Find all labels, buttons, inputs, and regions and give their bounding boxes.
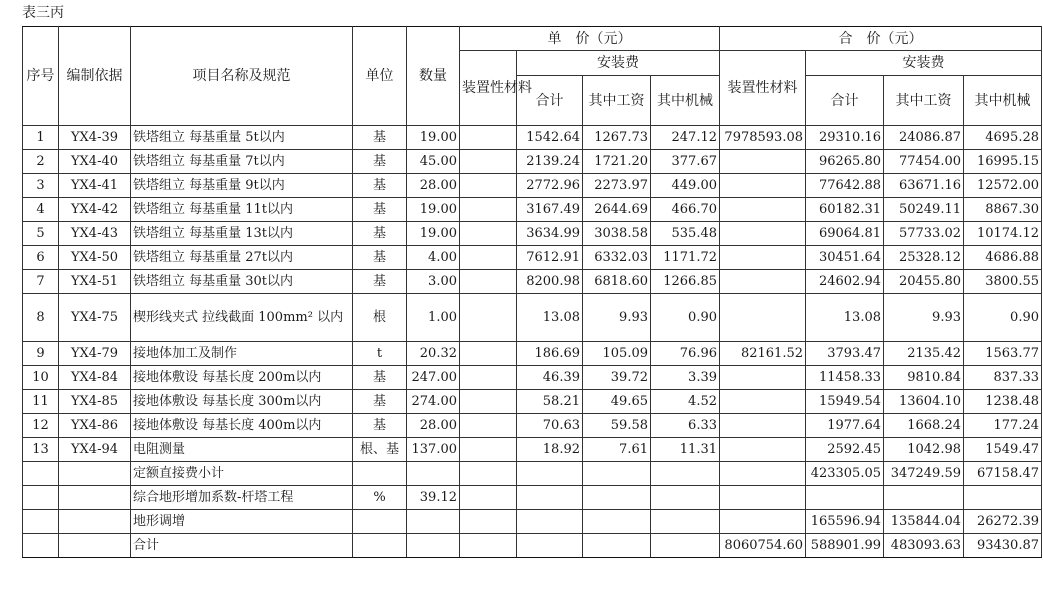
cell-unit-labor: 2273.97 [583,174,651,198]
cell-seq: 5 [23,222,59,246]
cell-unit: 基 [353,414,407,438]
cell-unit: 根 [353,294,407,342]
cell-total-labor: 9.93 [884,294,964,342]
cell-basis: YX4-75 [59,294,131,342]
cell-total-subtotal: 77642.88 [806,174,884,198]
cell-unit-labor: 2644.69 [583,198,651,222]
cell-unit-subtotal: 7612.91 [517,246,583,270]
header-unit-labor: 其中工资 [583,76,651,126]
cell-item: 铁塔组立 每基重量 9t以内 [131,174,353,198]
cell-total-labor: 57733.02 [884,222,964,246]
cell-total-material [720,390,806,414]
cell-total-machine: 10174.12 [964,222,1042,246]
cell-qty: 3.00 [407,270,460,294]
cell-total-machine: 8867.30 [964,198,1042,222]
cell-unit-subtotal: 8200.98 [517,270,583,294]
cell-item: 接地体敷设 每基长度 300m以内 [131,390,353,414]
cell-unit-machine: 6.33 [651,414,720,438]
cell-unit: 基 [353,174,407,198]
cell-unit-labor: 1721.20 [583,150,651,174]
cell-unit-machine: 466.70 [651,198,720,222]
cell-basis: YX4-79 [59,342,131,366]
cell-unit: 基 [353,270,407,294]
cell-unit-subtotal: 3634.99 [517,222,583,246]
cell-basis [59,510,131,534]
cell-unit-labor: 9.93 [583,294,651,342]
cell-unit-subtotal: 46.39 [517,366,583,390]
header-item: 项目名称及规范 [131,27,353,126]
cell-qty: 28.00 [407,174,460,198]
table-row [23,390,1042,414]
cell-unit-material [460,510,517,534]
cell-basis: YX4-43 [59,222,131,246]
cell-item: 铁塔组立 每基重量 27t以内 [131,246,353,270]
cell-unit-machine: 4.52 [651,390,720,414]
cell-item: 铁塔组立 每基重量 11t以内 [131,198,353,222]
cell-qty: 274.00 [407,390,460,414]
cell-total-labor: 24086.87 [884,126,964,150]
cell-total-machine: 3800.55 [964,270,1042,294]
cell-seq: 7 [23,270,59,294]
cell-total-subtotal: 29310.16 [806,126,884,150]
cell-unit-subtotal: 70.63 [517,414,583,438]
cell-unit-subtotal [517,462,583,486]
cell-total-labor: 483093.63 [884,534,964,558]
table-row [23,414,1042,438]
cell-item: 楔形线夹式 拉线截面 100mm² 以内 [131,294,353,342]
cell-unit-material [460,222,517,246]
cell-unit-machine: 11.31 [651,438,720,462]
cell-total-material [720,462,806,486]
cell-total-machine: 1563.77 [964,342,1042,366]
cell-unit-subtotal: 1542.64 [517,126,583,150]
cell-unit-material [460,534,517,558]
cell-seq: 10 [23,366,59,390]
table-row [23,342,1042,366]
header-unit-price: 单 价（元） [460,27,720,51]
table-row [23,366,1042,390]
cell-qty [407,462,460,486]
cell-total-subtotal: 15949.54 [806,390,884,414]
cell-unit-machine: 76.96 [651,342,720,366]
cell-total-labor [884,486,964,510]
cell-item: 地形调增 [131,510,353,534]
cell-qty: 19.00 [407,126,460,150]
cell-item: 接地体敷设 每基长度 200m以内 [131,366,353,390]
cell-seq: 12 [23,414,59,438]
cell-unit-material [460,366,517,390]
cell-unit: 基 [353,390,407,414]
cell-qty [407,534,460,558]
cell-unit: 基 [353,198,407,222]
cell-unit-material [460,198,517,222]
cell-unit-subtotal [517,486,583,510]
cell-unit-labor: 7.61 [583,438,651,462]
cell-total-material [720,510,806,534]
cell-total-machine: 16995.15 [964,150,1042,174]
cell-unit: % [353,486,407,510]
cell-unit-material [460,462,517,486]
cell-total-subtotal: 60182.31 [806,198,884,222]
table-row [23,126,1042,150]
cell-basis: YX4-51 [59,270,131,294]
cell-total-material [720,222,806,246]
header-unit-subtotal: 合计 [517,76,583,126]
cell-item: 铁塔组立 每基重量 5t以内 [131,126,353,150]
cell-seq: 11 [23,390,59,414]
cell-unit-labor [583,534,651,558]
cell-total-machine: 12572.00 [964,174,1042,198]
cell-total-material [720,246,806,270]
cell-unit: 基 [353,222,407,246]
cell-total-machine [964,486,1042,510]
cell-unit-subtotal: 58.21 [517,390,583,414]
cell-unit-labor [583,462,651,486]
cell-unit: 基 [353,126,407,150]
cell-total-labor: 135844.04 [884,510,964,534]
cell-total-material [720,438,806,462]
cell-item: 合计 [131,534,353,558]
header-basis: 编制依据 [59,27,131,126]
cell-unit-machine: 1266.85 [651,270,720,294]
cell-unit: 基 [353,366,407,390]
cell-item: 定额直接费小计 [131,462,353,486]
cell-qty: 4.00 [407,246,460,270]
cell-seq [23,486,59,510]
header-total-subtotal: 合计 [806,76,884,126]
cell-total-subtotal: 1977.64 [806,414,884,438]
table-row [23,198,1042,222]
cell-unit-labor: 6818.60 [583,270,651,294]
table-row [23,150,1042,174]
cell-qty: 1.00 [407,294,460,342]
cell-unit-material [460,342,517,366]
cell-seq: 9 [23,342,59,366]
table-row [23,222,1042,246]
cell-unit-labor: 6332.03 [583,246,651,270]
table-row [23,486,1042,510]
cell-unit-labor: 59.58 [583,414,651,438]
cell-seq: 3 [23,174,59,198]
table-row [23,294,1042,342]
cell-unit-material [460,150,517,174]
cell-total-machine: 0.90 [964,294,1042,342]
quota-table [22,26,1042,558]
cell-unit-subtotal: 3167.49 [517,198,583,222]
cell-seq: 8 [23,294,59,342]
cell-total-labor: 50249.11 [884,198,964,222]
cell-unit-material [460,438,517,462]
cell-qty: 137.00 [407,438,460,462]
cell-qty: 19.00 [407,198,460,222]
cell-unit-material [460,414,517,438]
cell-total-labor: 2135.42 [884,342,964,366]
header-unit-device-material: 装置性材料 [460,51,517,126]
cell-item: 接地体敷设 每基长度 400m以内 [131,414,353,438]
cell-total-subtotal: 11458.33 [806,366,884,390]
cell-seq: 6 [23,246,59,270]
cell-unit-subtotal [517,534,583,558]
header-seq: 序号 [23,27,59,126]
cell-unit-labor: 105.09 [583,342,651,366]
header-total-price: 合 价（元） [720,27,1042,51]
cell-total-material [720,294,806,342]
cell-unit-material [460,246,517,270]
table-row [23,246,1042,270]
cell-seq [23,510,59,534]
cell-total-subtotal: 423305.05 [806,462,884,486]
cell-total-material [720,414,806,438]
cell-basis: YX4-42 [59,198,131,222]
cell-total-machine: 93430.87 [964,534,1042,558]
cell-total-machine: 4686.88 [964,246,1042,270]
cell-qty: 28.00 [407,414,460,438]
cell-total-subtotal: 96265.80 [806,150,884,174]
cell-total-material [720,198,806,222]
cell-unit [353,462,407,486]
cell-seq [23,462,59,486]
cell-unit: 根、基 [353,438,407,462]
cell-total-labor: 347249.59 [884,462,964,486]
cell-total-subtotal [806,486,884,510]
cell-total-machine: 26272.39 [964,510,1042,534]
cell-total-subtotal: 13.08 [806,294,884,342]
cell-total-machine: 177.24 [964,414,1042,438]
cell-basis: YX4-85 [59,390,131,414]
cell-unit: t [353,342,407,366]
cell-unit-subtotal [517,510,583,534]
cell-seq: 2 [23,150,59,174]
table-row [23,534,1042,558]
cell-total-material [720,270,806,294]
cell-total-labor: 77454.00 [884,150,964,174]
cell-total-subtotal: 30451.64 [806,246,884,270]
cell-total-machine: 1238.48 [964,390,1042,414]
cell-unit-material [460,294,517,342]
cell-total-machine: 1549.47 [964,438,1042,462]
cell-qty: 45.00 [407,150,460,174]
cell-item: 接地体加工及制作 [131,342,353,366]
header-total-device-material: 装置性材料 [720,51,806,126]
cell-seq [23,534,59,558]
cell-seq: 13 [23,438,59,462]
cell-unit-material [460,390,517,414]
table-row [23,174,1042,198]
cell-total-machine: 4695.28 [964,126,1042,150]
cell-total-labor: 63671.16 [884,174,964,198]
cell-basis: YX4-84 [59,366,131,390]
cell-unit-machine [651,510,720,534]
cell-unit-labor: 39.72 [583,366,651,390]
header-unit-install-fee: 安装费 [517,51,720,76]
cell-qty: 247.00 [407,366,460,390]
cell-basis: YX4-41 [59,174,131,198]
cell-total-labor: 1042.98 [884,438,964,462]
cell-total-machine: 67158.47 [964,462,1042,486]
cell-unit-machine [651,462,720,486]
cell-total-subtotal: 3793.47 [806,342,884,366]
cell-unit-material [460,270,517,294]
header-total-labor: 其中工资 [884,76,964,126]
cell-basis: YX4-50 [59,246,131,270]
cell-unit-machine: 377.67 [651,150,720,174]
cell-qty: 39.12 [407,486,460,510]
cell-basis [59,534,131,558]
cell-total-machine: 837.33 [964,366,1042,390]
header-qty: 数量 [407,27,460,126]
cell-total-labor: 9810.84 [884,366,964,390]
cell-item: 铁塔组立 每基重量 7t以内 [131,150,353,174]
cell-total-subtotal: 69064.81 [806,222,884,246]
table-row [23,462,1042,486]
table-row [23,510,1042,534]
header-unit: 单位 [353,27,407,126]
cell-unit-material [460,126,517,150]
cell-unit-subtotal: 2139.24 [517,150,583,174]
header-row-1 [23,27,1042,51]
cell-unit-labor: 3038.58 [583,222,651,246]
cell-unit-machine: 247.12 [651,126,720,150]
table-caption: 表三丙 [22,5,64,21]
cell-total-labor: 25328.12 [884,246,964,270]
cell-item: 电阻测量 [131,438,353,462]
cell-total-subtotal: 2592.45 [806,438,884,462]
cell-unit-labor: 49.65 [583,390,651,414]
cell-unit-subtotal: 18.92 [517,438,583,462]
cell-total-material [720,150,806,174]
table-row [23,438,1042,462]
header-total-install-fee: 安装费 [806,51,1042,76]
cell-total-subtotal: 588901.99 [806,534,884,558]
cell-total-labor: 20455.80 [884,270,964,294]
cell-unit-subtotal: 2772.96 [517,174,583,198]
cell-unit-subtotal: 186.69 [517,342,583,366]
cell-unit-machine [651,534,720,558]
cell-unit-labor [583,510,651,534]
cell-basis [59,462,131,486]
cell-basis: YX4-94 [59,438,131,462]
cell-item: 铁塔组立 每基重量 13t以内 [131,222,353,246]
cell-qty [407,510,460,534]
cell-unit-labor: 1267.73 [583,126,651,150]
cell-unit-machine [651,486,720,510]
cell-unit-machine: 535.48 [651,222,720,246]
cell-unit [353,510,407,534]
cell-unit-subtotal: 13.08 [517,294,583,342]
cell-total-labor: 13604.10 [884,390,964,414]
cell-unit-machine: 449.00 [651,174,720,198]
cell-qty: 20.32 [407,342,460,366]
cell-total-material [720,486,806,510]
cell-total-material [720,366,806,390]
cell-total-subtotal: 24602.94 [806,270,884,294]
cell-qty: 19.00 [407,222,460,246]
cell-basis: YX4-86 [59,414,131,438]
cell-basis: YX4-39 [59,126,131,150]
cell-unit: 基 [353,246,407,270]
cell-unit-machine: 0.90 [651,294,720,342]
cell-seq: 4 [23,198,59,222]
cell-unit-material [460,174,517,198]
cell-unit-material [460,486,517,510]
cell-item: 综合地形增加系数-杆塔工程 [131,486,353,510]
cell-basis [59,486,131,510]
cell-total-material [720,174,806,198]
cell-total-material: 82161.52 [720,342,806,366]
cell-seq: 1 [23,126,59,150]
cell-total-subtotal: 165596.94 [806,510,884,534]
cell-item: 铁塔组立 每基重量 30t以内 [131,270,353,294]
cell-total-material: 7978593.08 [720,126,806,150]
cell-basis: YX4-40 [59,150,131,174]
cell-total-material: 8060754.60 [720,534,806,558]
cell-total-labor: 1668.24 [884,414,964,438]
cell-unit-machine: 3.39 [651,366,720,390]
cell-unit [353,534,407,558]
cell-unit: 基 [353,150,407,174]
header-total-machine: 其中机械 [964,76,1042,126]
table-row [23,270,1042,294]
cell-unit-labor [583,486,651,510]
header-unit-machine: 其中机械 [651,76,720,126]
cell-unit-machine: 1171.72 [651,246,720,270]
